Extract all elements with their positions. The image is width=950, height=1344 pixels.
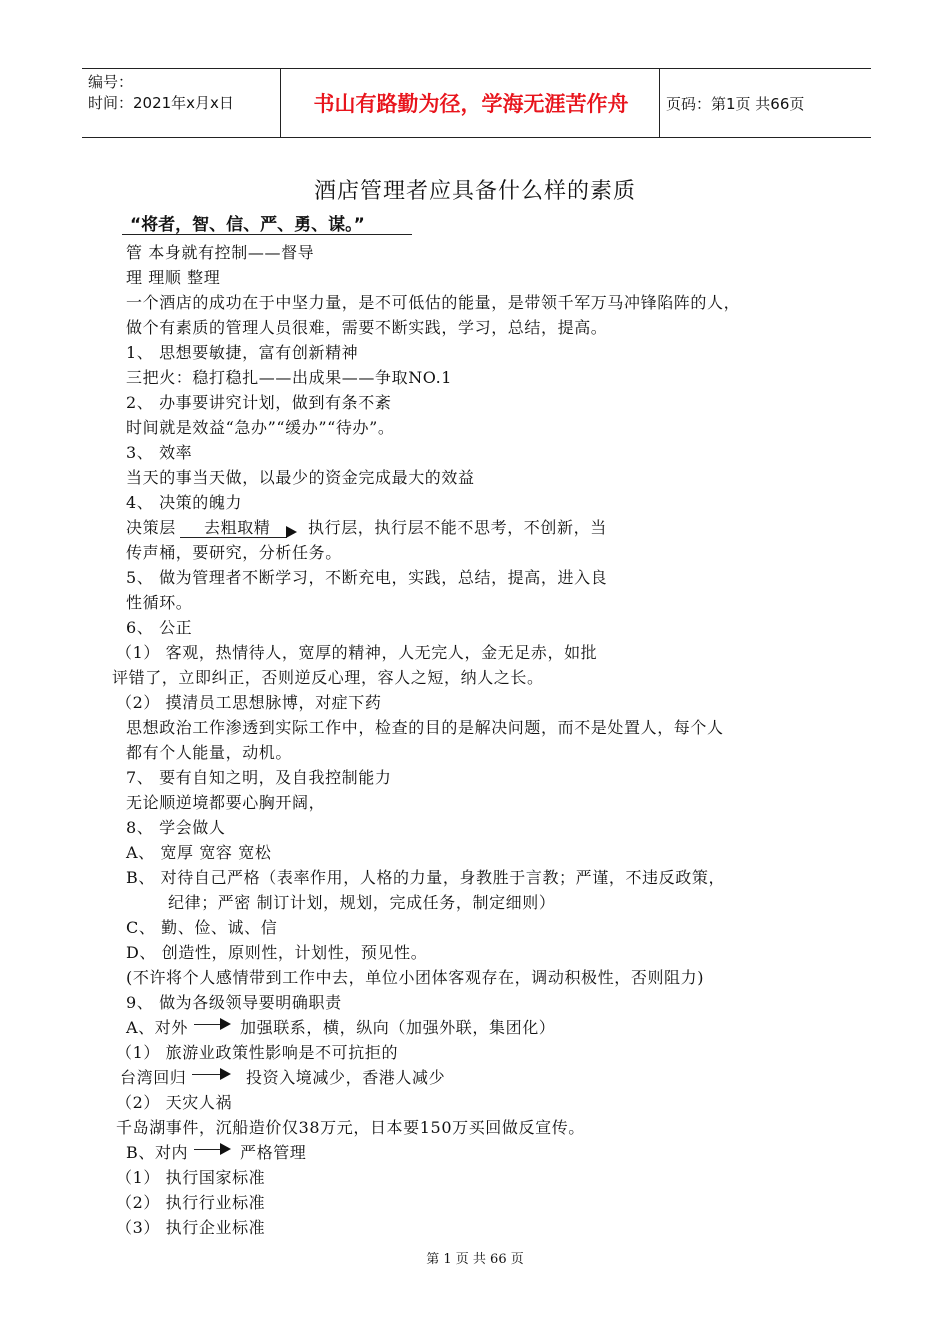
body-line: 无论顺逆境都要心胸开阔， [126, 793, 326, 812]
body-line: 当天的事当天做，以最少的资金完成最大的效益 [126, 468, 475, 487]
body-line: 千岛湖事件，沉船造价仅38万元，日本要150万买回做反宣传。 [116, 1118, 585, 1137]
time-label: 时间：2021年x月x日 [88, 94, 234, 112]
body-line: C、 勤、俭、诚、信 [126, 918, 278, 937]
body-line: 2、 办事要讲究计划，做到有条不紊 [126, 393, 392, 412]
body-line: （3） 执行企业标准 [116, 1218, 266, 1237]
body-line: A、 宽厚 宽容 宽松 [126, 843, 272, 862]
header-page-info: 页码：第1页 共66页 [666, 94, 805, 113]
body-line: 6、 公正 [126, 618, 193, 637]
body-line-decision-b: 去粗取精 [204, 518, 271, 537]
document-title: 酒店管理者应具备什么样的素质 [313, 179, 636, 204]
body-line: 一个酒店的成功在于中坚力量，是不可低估的能量，是带领千军万马冲锋陷阵的人， [126, 293, 741, 312]
body-line: B、 对待自己严格（表率作用，人格的力量，身教胜于言教；严谨，不违反政策， [126, 868, 726, 887]
body-line-decision-a: 决策层 [126, 518, 176, 537]
body-line: 5、 做为管理者不断学习，不断充电，实践，总结，提高，进入良 [126, 568, 608, 587]
body-line-decision-c: 执行层，执行层不能不思考，不创新，当 [308, 518, 607, 537]
body-line: 传声桶，要研究，分析任务。 [126, 543, 342, 562]
body-line: （2） 执行行业标准 [116, 1193, 266, 1212]
body-line: 评错了，立即纠正，否则逆反心理，容人之短，纳人之长。 [112, 668, 544, 687]
body-line: 9、 做为各级领导要明确职责 [126, 993, 342, 1012]
arrow-right-icon [220, 1018, 231, 1030]
body-line: (不许将个人感情带到工作中去，单位小团体客观存在，调动积极性，否则阻力) [126, 968, 705, 987]
arrow-line [194, 1024, 222, 1025]
body-line: 7、 要有自知之明，及自我控制能力 [126, 768, 392, 787]
arrow-line [180, 537, 287, 538]
body-line-internal-b: 严格管理 [240, 1143, 307, 1162]
body-line: 思想政治工作渗透到实际工作中，检查的目的是解决问题，而不是处置人，每个人 [126, 718, 724, 737]
body-line: 1、 思想要敏捷，富有创新精神 [126, 343, 359, 362]
body-line: （2） 摸清员工思想脉博，对症下药 [116, 693, 382, 712]
arrow-right-icon [220, 1068, 231, 1080]
body-line-taiwan-a: 台湾回归 [120, 1068, 187, 1087]
arrow-right-icon [220, 1143, 231, 1155]
body-line: 性循环。 [126, 593, 193, 612]
body-line: （1） 旅游业政策性影响是不可抗拒的 [116, 1043, 399, 1062]
body-line: 8、 学会做人 [126, 818, 226, 837]
header-divider-right [659, 69, 660, 137]
document-header [82, 68, 871, 138]
body-line: 理 理顺 整理 [126, 268, 221, 287]
quote: “将者，智、信、严、勇、谋。” [130, 215, 365, 235]
body-line: 做个有素质的管理人员很难，需要不断实践，学习，总结，提高。 [126, 318, 608, 337]
body-line-external-a: A、对外 [126, 1018, 188, 1037]
body-line: 时间就是效益“急办”“缓办”“待办”。 [126, 418, 395, 437]
body-line: 3、 效率 [126, 443, 193, 462]
body-line-taiwan-b: 投资入境减少，香港人减少 [246, 1068, 446, 1087]
body-line: （1） 客观，热情待人，宽厚的精神，人无完人，金无足赤，如批 [116, 643, 598, 662]
header-motto: 书山有路勤为径，学海无涯苦作舟 [313, 92, 629, 116]
body-line: 4、 决策的魄力 [126, 493, 243, 512]
body-line-external-b: 加强联系，横，纵向（加强外联，集团化） [240, 1018, 556, 1037]
body-line: 都有个人能量，动机。 [126, 743, 293, 762]
body-line: 三把火：稳打稳扎——出成果——争取NO.1 [126, 368, 453, 387]
body-line: 管 本身就有控制——督导 [126, 243, 315, 262]
body-line: 纪律；严密 制订计划，规划，完成任务，制定细则） [168, 893, 556, 912]
arrow-line [194, 1149, 222, 1150]
quote-underline [122, 234, 412, 235]
arrow-right-icon [286, 526, 297, 538]
arrow-line [192, 1074, 222, 1075]
body-line-internal-a: B、对内 [126, 1143, 189, 1162]
body-line: （2） 天灾人祸 [116, 1093, 233, 1112]
header-divider-left [280, 69, 281, 137]
header-meta [88, 72, 234, 114]
body-line: （1） 执行国家标准 [116, 1168, 266, 1187]
page-footer: 第 1 页 共 66 页 [426, 1252, 524, 1267]
body-line: D、 创造性，原则性，计划性，预见性。 [126, 943, 428, 962]
serial-number-label: 编号： [88, 73, 134, 91]
